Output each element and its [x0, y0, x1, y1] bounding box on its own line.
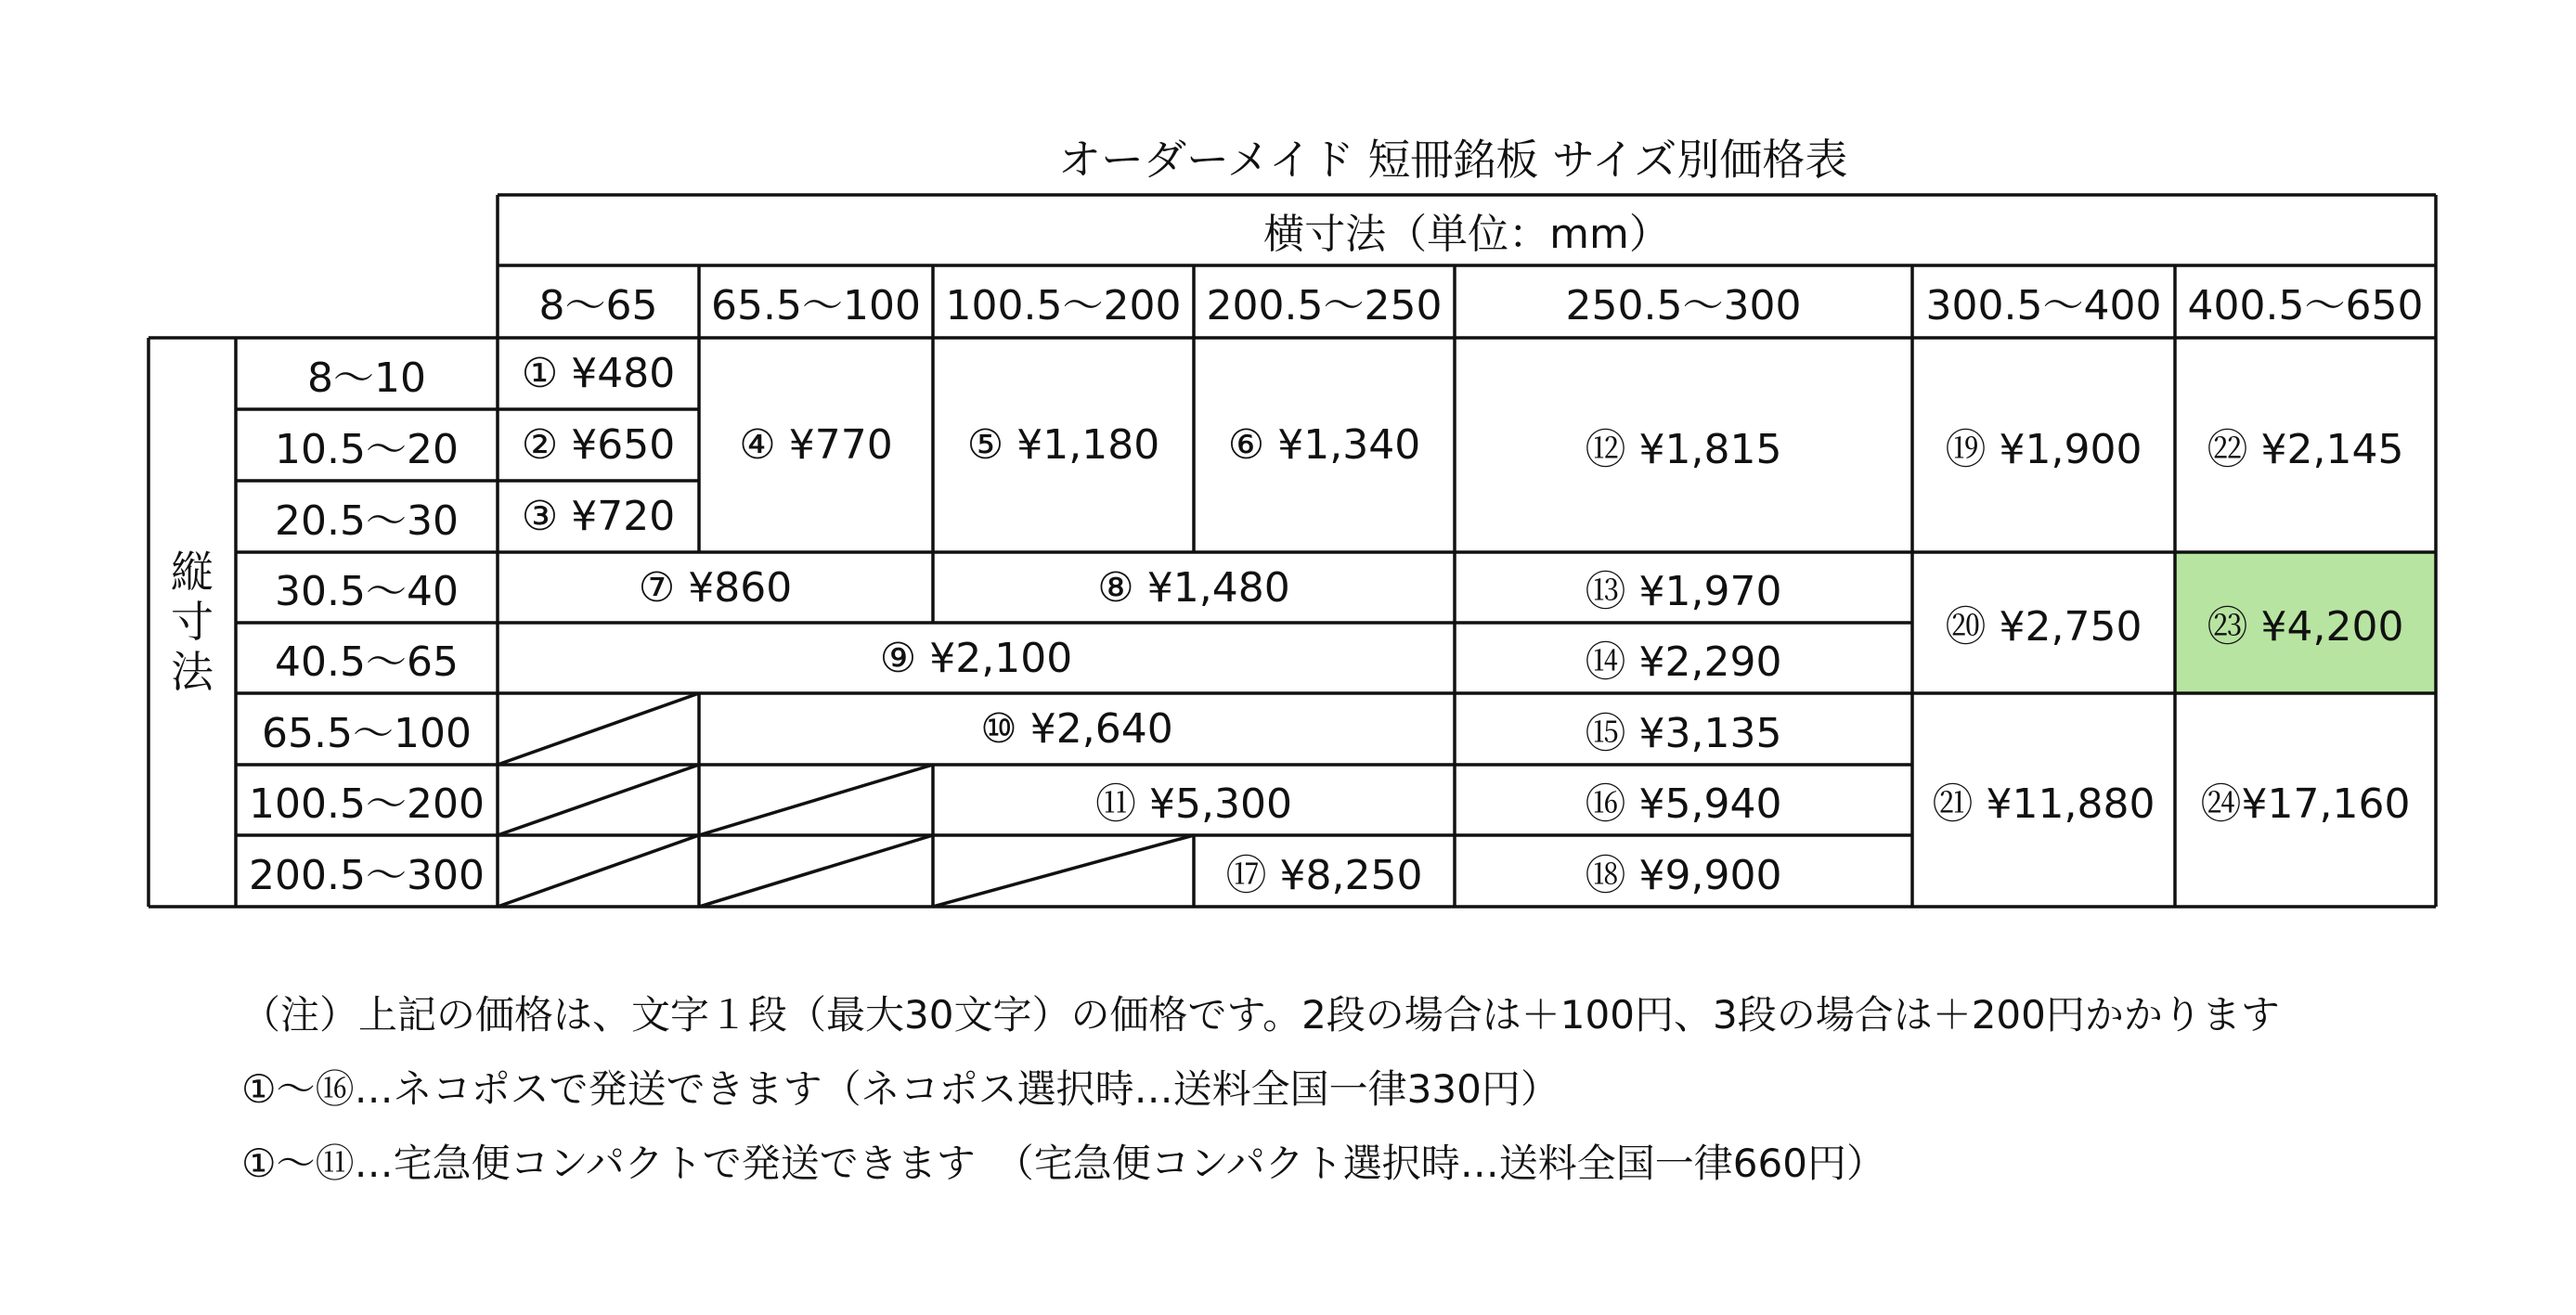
price-cell-11: ⑪ ¥5,300 [1095, 780, 1292, 828]
price-cell-19: ⑲ ¥1,900 [1945, 425, 2142, 473]
note-line-1: （注）上記の価格は、文字１段（最大30文字）の価格です。2段の場合は＋100円、3段の場合は＋200円かかります [241, 992, 2280, 1038]
height-range-5: 40.5〜65 [275, 638, 459, 686]
height-header-char-2: 寸 [171, 597, 214, 647]
height-range-6: 65.5〜100 [262, 709, 472, 757]
width-header: 横寸法（単位：mm） [1263, 211, 1670, 258]
price-cell-16: ⑯ ¥5,940 [1585, 780, 1782, 828]
price-cell-1: ① ¥480 [521, 350, 676, 397]
note-line-3: ①〜⑪…宅急便コンパクトで発送できます （宅急便コンパクト選択時…送料全国一律660円） [241, 1141, 1885, 1186]
price-cell-20: ⑳ ¥2,750 [1945, 603, 2142, 651]
width-range-2: 65.5〜100 [711, 282, 921, 329]
height-range-4: 30.5〜40 [275, 568, 459, 615]
price-cell-17: ⑰ ¥8,250 [1225, 851, 1423, 899]
height-range-7: 100.5〜200 [249, 780, 485, 828]
height-header [149, 548, 236, 696]
price-cell-21: ㉑ ¥11,880 [1932, 780, 2155, 828]
price-cell-24: ㉔¥17,160 [2200, 780, 2411, 828]
note-line-2: ①〜⑯…ネコポスで発送できます（ネコポス選択時…送料全国一律330円） [241, 1066, 1560, 1112]
price-cell-5: ⑤ ¥1,180 [966, 421, 1160, 469]
page-title: オーダーメイド 短冊銘板 サイズ別価格表 [1058, 135, 1848, 185]
price-cell-8: ⑧ ¥1,480 [1097, 563, 1290, 612]
price-cell-7: ⑦ ¥860 [638, 563, 793, 612]
price-cell-9: ⑨ ¥2,100 [879, 634, 1073, 682]
price-cell-10: ⑩ ¥2,640 [980, 705, 1173, 753]
width-range-5: 250.5〜300 [1565, 282, 1802, 329]
price-cell-12: ⑫ ¥1,815 [1585, 425, 1782, 473]
price-cell-3: ③ ¥720 [521, 493, 676, 540]
height-range-8: 200.5〜300 [249, 851, 485, 899]
price-cell-14: ⑭ ¥2,290 [1585, 638, 1782, 686]
price-cell-6: ⑥ ¥1,340 [1227, 421, 1421, 469]
height-range-2: 10.5〜20 [275, 425, 459, 473]
width-range-3: 100.5〜200 [945, 282, 1182, 329]
width-range-1: 8〜65 [538, 282, 658, 329]
height-header-char-1: 縦 [171, 547, 214, 597]
width-range-6: 300.5〜400 [1925, 282, 2162, 329]
price-cell-23-highlighted: ㉓ ¥4,200 [2207, 603, 2404, 651]
price-cell-13: ⑬ ¥1,970 [1585, 568, 1782, 615]
price-cell-18: ⑱ ¥9,900 [1585, 851, 1782, 899]
height-range-3: 20.5〜30 [275, 496, 459, 545]
height-header-char-3: 法 [171, 647, 214, 697]
price-cell-22: ㉒ ¥2,145 [2207, 425, 2404, 473]
price-cell-15: ⑮ ¥3,135 [1585, 709, 1782, 757]
price-cell-4: ④ ¥770 [739, 421, 893, 469]
width-range-4: 200.5〜250 [1206, 282, 1443, 329]
width-range-7: 400.5〜650 [2187, 282, 2424, 329]
price-cell-2: ② ¥650 [521, 421, 676, 469]
height-range-1: 8〜10 [307, 354, 426, 402]
